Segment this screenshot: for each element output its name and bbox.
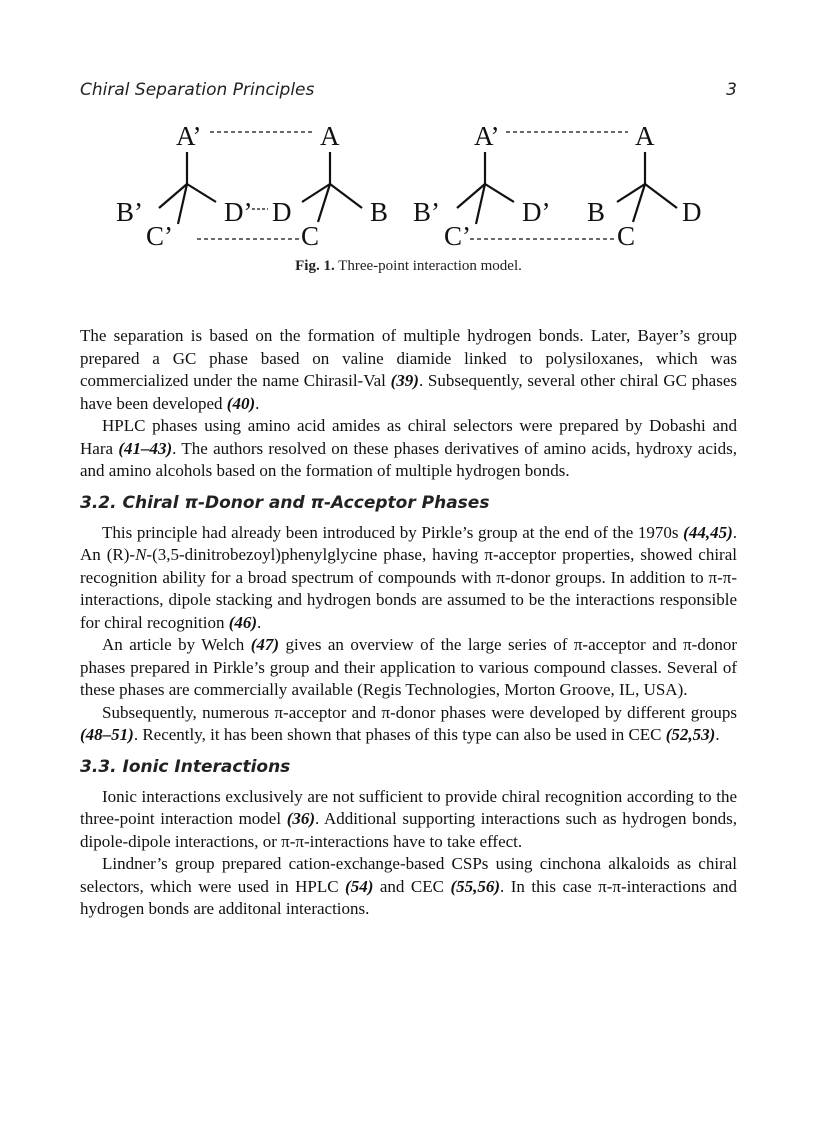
text-run: .	[257, 612, 262, 632]
section-heading: 3.2. Chiral π-Donor and π-Acceptor Phases	[80, 492, 490, 513]
diagram-right	[413, 121, 702, 251]
citation: (41–43)	[118, 438, 173, 458]
text-run: Lindner’s group prepared cation-exchange-based CSPs using cinchona alkaloids as chiral selectors, which were used in HPLC	[80, 854, 737, 896]
italic-text: N	[135, 545, 147, 564]
diagram-left	[116, 121, 388, 251]
atom-b: B	[370, 197, 389, 227]
citation: (48–51)	[80, 725, 134, 744]
text-run: HPLC phases using amino acid amides as chiral selectors were prepared by Dobashi and Hara	[80, 416, 737, 458]
text-run: . In this case π-π-interactions and hydrogen bonds are additonal interactions.	[80, 876, 737, 918]
figure-caption	[80, 258, 737, 275]
text-run: and CEC	[373, 876, 451, 896]
text-run: .	[715, 725, 720, 744]
paragraph	[80, 786, 737, 854]
bond-right-right	[645, 184, 677, 208]
atom-a-prime: A’	[474, 121, 500, 151]
citation: (55,56)	[450, 876, 501, 896]
atom-c-prime: C’	[146, 221, 173, 251]
text-run: . An (R)-	[80, 522, 737, 564]
citation: (46)	[228, 612, 258, 632]
text-run: .	[255, 393, 260, 413]
text-run: This principle had already been introduced by Pirkle’s group at the end of the 1970s	[102, 522, 684, 542]
citation: (39)	[390, 371, 419, 390]
interaction-diagrams	[80, 112, 737, 262]
atom-c: C	[617, 221, 636, 251]
three-point-interaction-figure	[80, 112, 737, 262]
section-heading: 3.3. Ionic Interactions	[80, 756, 291, 777]
atom-b: B	[587, 197, 606, 227]
running-head	[80, 80, 737, 104]
citation: (36)	[286, 809, 316, 828]
atom-a: A	[635, 121, 655, 151]
figure-label: Fig. 1.	[295, 258, 335, 274]
bond-left-right	[187, 184, 216, 202]
paragraph	[80, 522, 737, 635]
bond-right-right	[330, 184, 362, 208]
text-run: . Subsequently, several other chiral GC phases have been developed	[80, 371, 737, 413]
atom-c-prime: C’	[444, 221, 471, 251]
citation: (54)	[345, 876, 374, 896]
figure-caption-text: Three-point interaction model.	[334, 258, 522, 274]
text-run: -(3,5-dinitrobezoyl)phenylglycine phase, having π-acceptor properties, showed chiral recognition ability for a broad spectrum of compounds with π-donor groups. In addition to π-π-interactions, dipole stacking and hydrogen bonds are assumed to be the interactions responsible for chiral recognition	[80, 545, 737, 632]
paragraph	[80, 702, 737, 747]
paragraph	[80, 325, 737, 415]
page-number: 3	[726, 80, 737, 100]
text-run: gives an overview of the large series of π-acceptor and π-donor phases prepared in Pirkle’s group and their application to various compound classes. Several of these phases are commercially available (Regis Technologies, Morton Groove, IL, USA).	[80, 635, 737, 699]
atom-b-prime: B’	[413, 197, 440, 227]
atom-b-prime: B’	[116, 197, 143, 227]
atom-a: A	[320, 121, 340, 151]
citation: (40)	[226, 393, 256, 413]
citation: (44,45)	[683, 522, 733, 542]
paragraph	[80, 634, 737, 702]
atom-d-prime: D’	[522, 197, 551, 227]
text-run: The separation is based on the formation of multiple hydrogen bonds. Later, Bayer’s group prepared a GC phase based on valine diamide linked to polysiloxanes, which was commercialized under the name Chirasil-Val	[80, 326, 737, 390]
paragraph	[80, 415, 737, 483]
text-run: . Recently, it has been shown that phases of this type can also be used in CEC	[133, 725, 666, 744]
citation: (47)	[250, 635, 280, 654]
text-run: Ionic interactions exclusively are not sufficient to provide chiral recognition according to the three-point interaction model	[80, 786, 737, 828]
citation: (52,53)	[665, 725, 716, 744]
running-head-title: Chiral Separation Principles	[80, 80, 315, 100]
text-run: . The authors resolved on these phases derivatives of amino acids, hydroxy acids, and amino alcohols based on the formation of multiple hydrogen bonds.	[80, 438, 737, 480]
atom-d: D	[272, 197, 292, 227]
text-run: . Additional supporting interactions such as hydrogen bonds, dipole-dipole interactions, or π-π-interactions have to take effect.	[80, 809, 737, 851]
text-run: Subsequently, numerous π-acceptor and π-donor phases were developed by different groups	[102, 702, 737, 722]
atom-c: C	[301, 221, 320, 251]
body-text	[80, 325, 737, 921]
text-run: An article by Welch	[102, 635, 251, 654]
atom-d: D	[682, 197, 702, 227]
atom-a-prime: A’	[176, 121, 202, 151]
paragraph	[80, 853, 737, 921]
bond-left-right	[485, 184, 514, 202]
atom-d-prime: D’	[224, 197, 253, 227]
